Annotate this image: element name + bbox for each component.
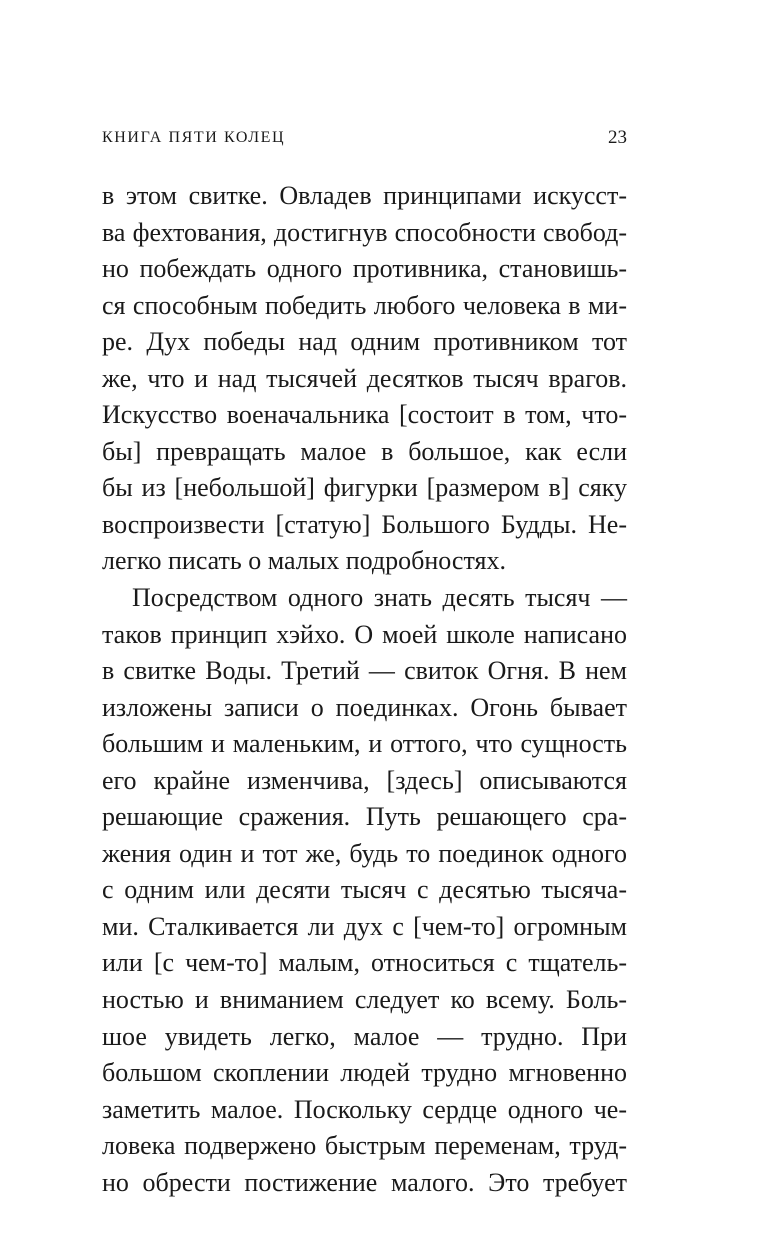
- page-number: 23: [608, 127, 627, 148]
- text-line: таков принцип хэйхо. О моей школе написано: [102, 619, 627, 649]
- text-line: изложены записи о поединках. Огонь бывает: [102, 692, 627, 722]
- text-line: ся способным победить любого человека в ми-: [102, 290, 627, 320]
- text-line: ностью и вниманием следует ко всему. Боль-: [102, 985, 627, 1015]
- text-line: или [с чем-то] малым, относиться с тщатель-: [102, 948, 627, 978]
- text-line: жения один и тот же, будь то поединок одного: [102, 838, 627, 868]
- text-line: шое увидеть легко, малое — трудно. При: [102, 1021, 627, 1051]
- text-line: легко писать о малых подробностях.: [102, 546, 506, 576]
- text-line: Посредством одного знать десять тысяч —: [132, 583, 627, 613]
- text-line: его крайне изменчива, [здесь] описываются: [102, 765, 627, 795]
- text-line: но побеждать одного противника, становишь-: [102, 254, 627, 284]
- text-line: Искусство военачальника [состоит в том, что-: [102, 400, 627, 430]
- text-line: с одним или десяти тысяч с десятью тысяча-: [102, 875, 627, 905]
- text-line: ловека подвержено быстрым переменам, труд-: [102, 1131, 627, 1161]
- text-line: заметить малое. Поскольку сердце одного че-: [102, 1094, 627, 1124]
- text-line: большим и маленьким, и оттого, что сущность: [102, 729, 627, 759]
- text-line: в свитке Воды. Третий — свиток Огня. В нем: [102, 656, 627, 686]
- text-line: ва фехтования, достигнув способности свобод-: [102, 217, 627, 247]
- running-head: [102, 126, 627, 150]
- body-text: [102, 178, 627, 1201]
- paragraph-2: [102, 580, 627, 1201]
- text-line: ре. Дух победы над одним противником тот: [102, 327, 627, 357]
- text-line: решающие сражения. Путь решающего сра-: [102, 802, 627, 832]
- text-line: но обрести постижение малого. Это требует: [102, 1167, 627, 1197]
- text-line: бы] превращать малое в большое, как если: [102, 436, 627, 466]
- paragraph-1: [102, 178, 627, 580]
- text-line: бы из [небольшой] фигурки [размером в] сяку: [102, 473, 627, 503]
- text-line: большом скоплении людей трудно мгновенно: [102, 1058, 627, 1088]
- book-title: КНИГА ПЯТИ КОЛЕЦ: [102, 129, 286, 146]
- text-line: воспроизвести [статую] Большого Будды. Не-: [102, 509, 627, 539]
- text-line: же, что и над тысячей десятков тысяч врагов.: [102, 363, 627, 393]
- text-line: в этом свитке. Овладев принципами искусст-: [102, 181, 627, 210]
- text-line: ми. Сталкивается ли дух с [чем-то] огромным: [102, 911, 627, 941]
